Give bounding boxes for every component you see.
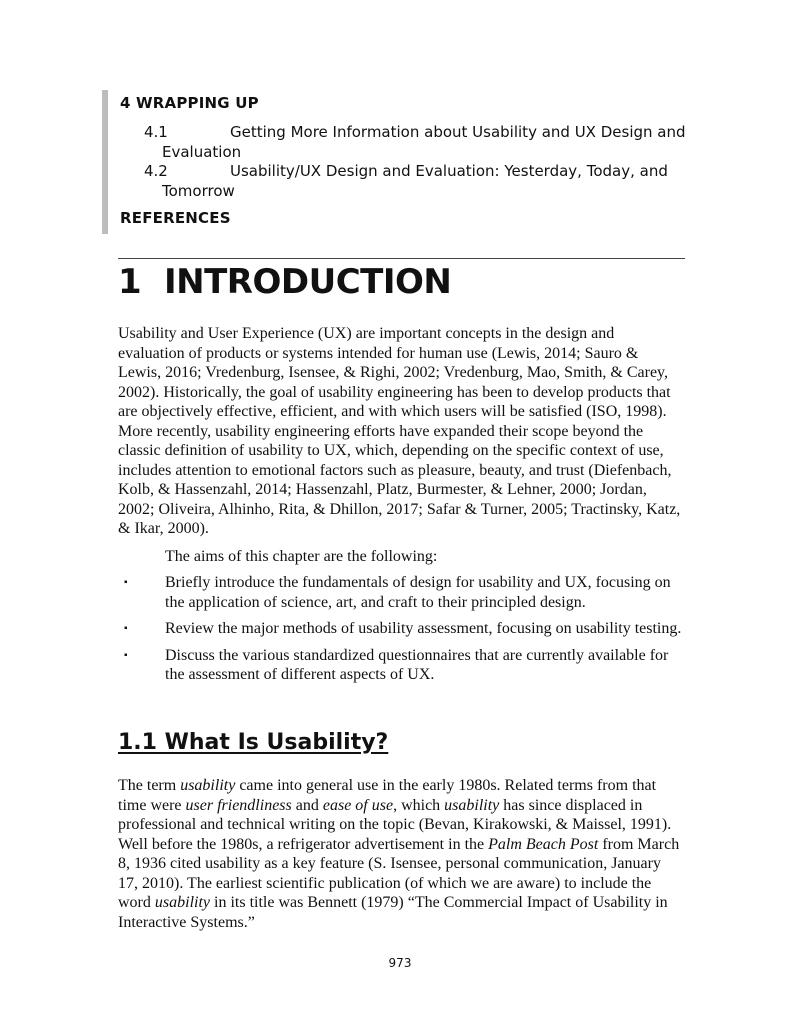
table-of-contents-excerpt [102,90,708,234]
list-item [118,646,683,685]
text-run: , which [393,796,445,814]
italic-term: usability [180,777,236,794]
bullet-marker: ▪ [124,623,128,634]
toc-item[interactable] [144,123,704,162]
text-run: from March 8, 1936 cited usability as a key feature (S. Isensee, personal communication, January 17, 2010). The earliest scientific publication (of which we are aware) to include the word [118,835,680,911]
section-heading: 1.1 What Is Usability? [118,730,389,755]
page-number: 973 [388,956,412,970]
toc-section-heading: 4 WRAPPING UP [120,94,259,112]
intro-paragraph: Usability and User Experience (UX) are important concepts in the design and evaluation of products or systems intended for human use (Lewis, 2014; Sauro & Lewis, 2016; Vredenburg, Isensee, & Righi, 2002; Vredenburg, Mao, Smith, & Carey, 2002). Historically, the goal of usability engineering has been to develop products that are objectively effective, efficient, and with which users will be satisfied (ISO, 1998). More recently, usability engineering efforts have expanded their scope beyond the classic definition of usability to UX, which, depending on the specific context of use, includes attention to emotional factors such as pleasure, beauty, and trust (Diefenbach, Kolb, & Hassenzahl, 2014; Hassenzahl, Platz, Burmester, & Lehner, 2000; Jordan, 2002; Oliveira, Alhinho, Rita, & Dhillon, 2017; Safar & Turner, 2005; Tractinsky, Katz, & Ikar, 2000). [118,325,681,537]
list-item [118,619,683,639]
usability-paragraph [118,776,683,932]
italic-term: usability [154,894,210,911]
text-run: and [291,796,323,814]
toc-references[interactable]: REFERENCES [120,209,231,227]
toc-item-title: Getting More Information about Usability and UX Design and [230,123,686,141]
toc-item[interactable] [144,162,704,201]
text-run: The term [118,777,181,794]
text-run: has since displaced in professional and technical writing on the topic (Bevan, Kirakowski, & Maissel, 1991). Well before the 1980s, a refrigerator advertisement in the [118,796,672,853]
italic-term: usability [444,796,500,814]
chapter-title: INTRODUCTION [164,262,452,302]
chapter-number: 1 [118,262,142,302]
toc-item-title-continued: Tomorrow [162,181,235,200]
heading-rule [118,258,685,259]
bullet-marker: ▪ [124,649,128,661]
text-run: came into general use in the early 1980s. Related terms from that time were [118,777,657,814]
list-item [118,573,683,612]
text-run: in its title was Bennett (1979) “The Commercial Impact of Usability in Interactive Systems.” [118,894,668,931]
toc-item-title: Usability/UX Design and Evaluation: Yesterday, Today, and [230,162,668,180]
list-item-text: Review the major methods of usability assessment, focusing on usability testing. [165,620,682,637]
italic-term: Palm Beach Post [488,835,599,853]
toc-item-number: 4.2 [144,162,168,180]
bullet-marker: ▪ [124,577,128,588]
italic-term: ease of use [322,796,394,814]
toc-item-number: 4.1 [144,123,168,141]
aims-intro: The aims of this chapter are the following: [165,548,438,565]
toc-item-title-continued: Evaluation [162,142,242,161]
italic-term: user friendliness [185,796,292,814]
chapter-heading [118,262,451,302]
list-item-text: Briefly introduce the fundamentals of design for usability and UX, focusing on the application of science, art, and craft to their principled design. [165,574,671,611]
list-item-text: Discuss the various standardized questionnaires that are currently available for the assessment of different aspects of UX. [165,646,669,683]
aims-list [118,573,683,692]
